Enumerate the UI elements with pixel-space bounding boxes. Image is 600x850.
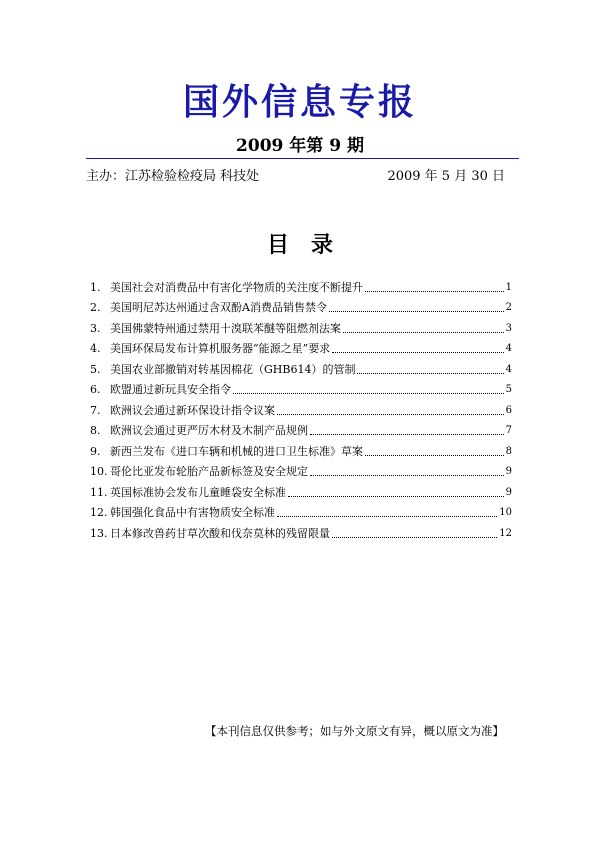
toc-item[interactable] bbox=[90, 500, 512, 521]
toc-dot-leader bbox=[343, 332, 504, 333]
toc-item[interactable] bbox=[90, 438, 512, 459]
toc-item[interactable] bbox=[90, 479, 512, 500]
toc-item-number: 2. bbox=[90, 301, 101, 314]
toc-item-page: 3 bbox=[505, 322, 512, 334]
toc-item-title: 欧洲议会通过更严厉木材及木制产品规例 bbox=[110, 424, 308, 437]
toc-item-title: 美国社会对消费品中有害化学物质的关注度不断提升 bbox=[110, 280, 363, 294]
toc-item-page: 9 bbox=[505, 466, 512, 477]
toc-item-page: 10 bbox=[499, 507, 512, 518]
issue-number: 2009 年第 9 期 bbox=[236, 136, 364, 156]
toc-dot-leader bbox=[329, 311, 504, 312]
toc-item-title: 日本修改兽药甘草次酸和伐奈莫林的残留限量 bbox=[110, 526, 330, 540]
toc-item-number: 3. bbox=[90, 321, 101, 335]
toc-item-title: 美国农业部撤销对转基因棉花（GHB614）的管制 bbox=[110, 362, 356, 376]
toc-item-page: 4 bbox=[505, 363, 512, 375]
toc-dot-leader bbox=[310, 475, 504, 476]
toc-item-number: 12. bbox=[90, 506, 108, 519]
toc-item-page: 8 bbox=[505, 445, 512, 457]
table-of-contents bbox=[90, 274, 512, 541]
toc-item-page: 12 bbox=[499, 527, 512, 539]
toc-dot-leader bbox=[233, 393, 504, 394]
toc-dot-leader bbox=[365, 455, 504, 456]
toc-item[interactable] bbox=[90, 520, 512, 541]
toc-item-page: 1 bbox=[505, 281, 512, 293]
toc-item-page: 4 bbox=[505, 343, 512, 354]
toc-item-number: 9. bbox=[90, 444, 101, 458]
toc-item-title: 欧盟通过新玩具安全指令 bbox=[110, 383, 231, 396]
toc-item-title: 美国明尼苏达州通过含双酚A消费品销售禁令 bbox=[110, 301, 327, 314]
toc-item-number: 4. bbox=[90, 342, 101, 355]
toc-dot-leader bbox=[332, 352, 503, 353]
publication-date: 2009 年 5 月 30 日 bbox=[387, 169, 505, 184]
toc-dot-leader bbox=[332, 537, 497, 538]
toc-item-number: 7. bbox=[90, 403, 101, 417]
organizer: 主办：江苏检验检疫局 科技处 bbox=[86, 169, 260, 184]
toc-item[interactable] bbox=[90, 459, 512, 480]
toc-item-page: 2 bbox=[505, 302, 512, 313]
toc-item-title: 欧洲议会通过新环保设计指令议案 bbox=[110, 403, 275, 417]
toc-dot-leader bbox=[288, 496, 504, 497]
toc-item-page: 9 bbox=[505, 486, 512, 498]
toc-item[interactable] bbox=[90, 377, 512, 398]
toc-item-title: 美国佛蒙特州通过禁用十溴联苯醚等阻燃剂法案 bbox=[110, 321, 341, 335]
toc-item-page: 6 bbox=[505, 404, 512, 416]
toc-item[interactable] bbox=[90, 418, 512, 439]
toc-item-number: 13. bbox=[90, 526, 108, 540]
toc-item-title: 新西兰发布《进口车辆和机械的进口卫生标准》草案 bbox=[110, 444, 363, 458]
toc-item-number: 8. bbox=[90, 424, 101, 437]
toc-item-number: 6. bbox=[90, 383, 101, 396]
disclaimer-note: 【本刊信息仅供参考；如与外文原文有异，概以原文为准】 bbox=[205, 724, 504, 738]
header-divider bbox=[86, 158, 519, 159]
toc-item[interactable] bbox=[90, 315, 512, 336]
toc-item-title: 韩国强化食品中有害物质安全标准 bbox=[110, 506, 275, 519]
toc-item-title: 英国标准协会发布儿童睡袋安全标准 bbox=[110, 485, 286, 499]
toc-item[interactable] bbox=[90, 336, 512, 357]
toc-item[interactable] bbox=[90, 397, 512, 418]
toc-item-page: 5 bbox=[505, 384, 512, 395]
toc-item-number: 11. bbox=[90, 485, 108, 499]
toc-item-number: 1. bbox=[90, 280, 101, 294]
toc-heading: 目录 bbox=[266, 233, 355, 258]
toc-item[interactable] bbox=[90, 295, 512, 316]
toc-dot-leader bbox=[357, 373, 503, 374]
toc-dot-leader bbox=[277, 414, 504, 415]
toc-dot-leader bbox=[365, 291, 504, 292]
toc-item-title: 美国环保局发布计算机服务器“能源之星”要求 bbox=[110, 342, 331, 355]
toc-item-title: 哥伦比亚发布轮胎产品新标签及安全规定 bbox=[110, 465, 308, 478]
toc-item[interactable] bbox=[90, 274, 512, 295]
publication-title: 国外信息专报 bbox=[182, 82, 417, 123]
toc-item-page: 7 bbox=[505, 425, 512, 436]
toc-item[interactable] bbox=[90, 356, 512, 377]
toc-dot-leader bbox=[310, 434, 504, 435]
toc-item-number: 5. bbox=[90, 362, 101, 376]
toc-item-number: 10. bbox=[90, 465, 108, 478]
toc-dot-leader bbox=[277, 516, 497, 517]
